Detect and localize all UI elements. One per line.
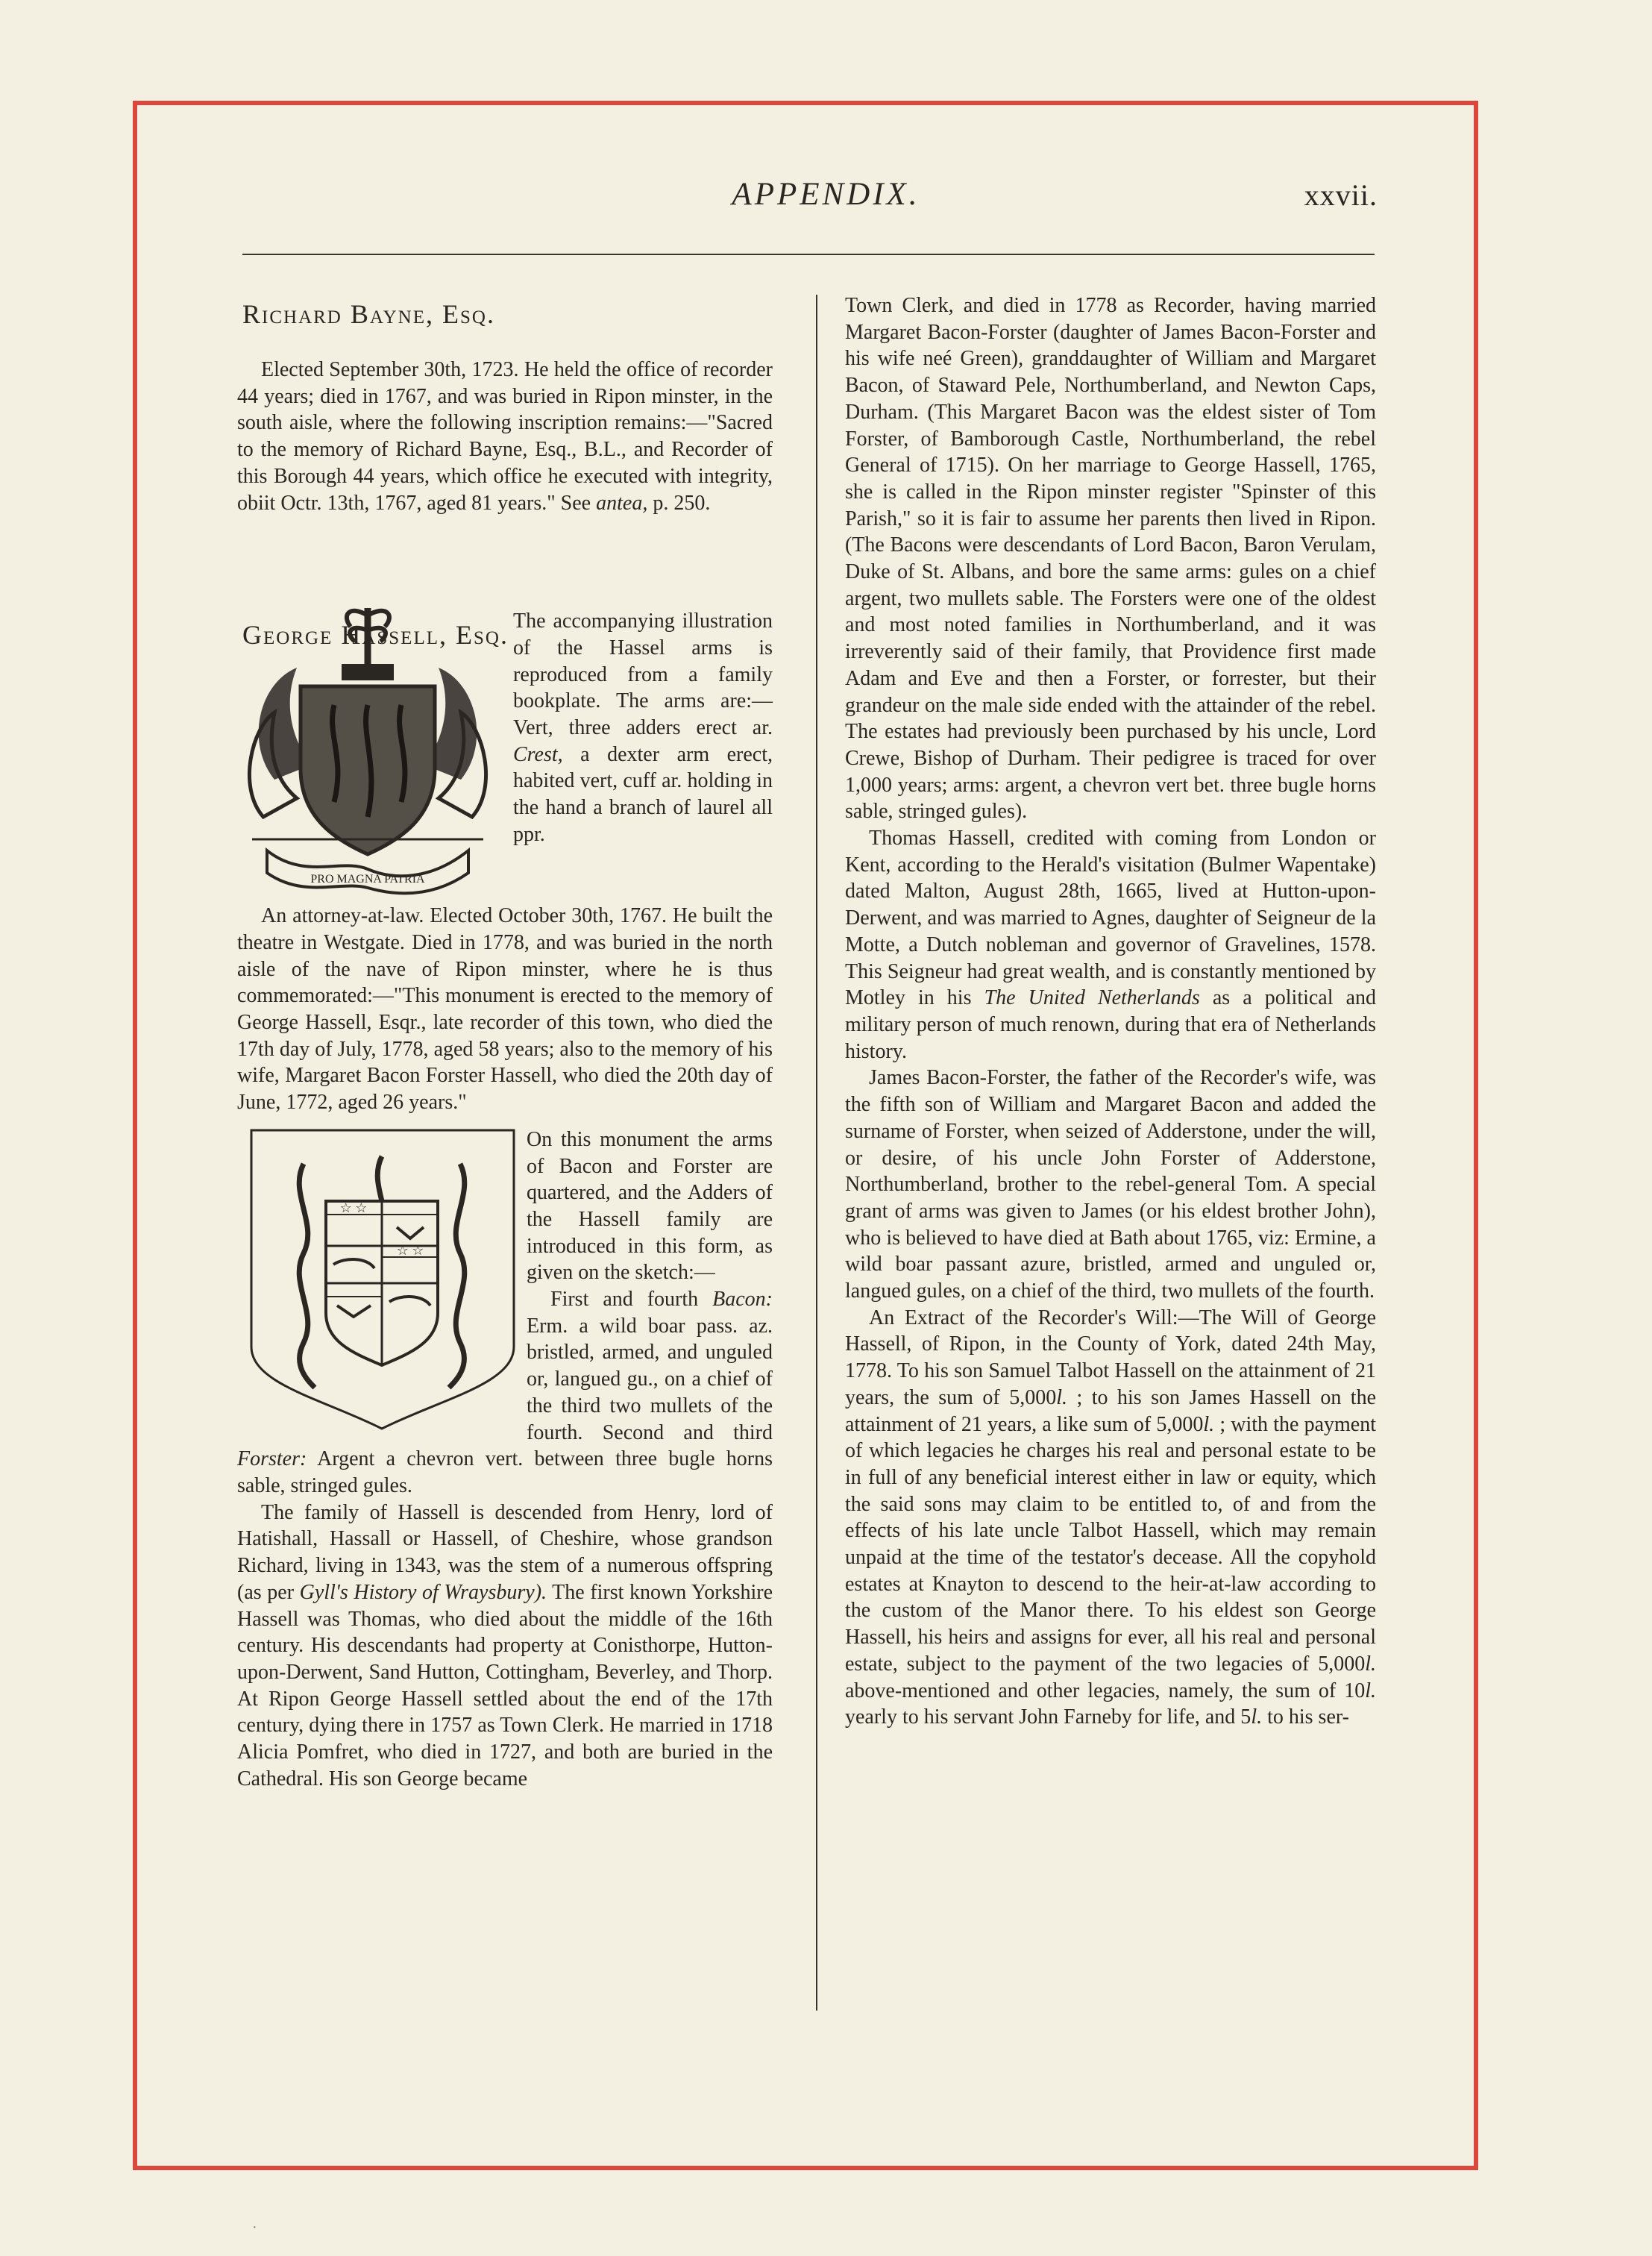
paragraph-quarters: First and fourth Bacon: Erm. a wild boar pass. az. bristled, armed, and unguled or, langued gu., on a chief of the third two mullets of the fourth. Second and third Forster: Argent a chevron vert. between three bugle horns sable, stringed gules. <box>237 1288 773 1497</box>
section-heading-hassell: George Hassell, Esq. <box>242 620 509 650</box>
paragraph-marriage: Town Clerk, and died in 1778 as Recorder, having married Margaret Bacon-Forster (daughter of James Bacon-Forster and his wife neé Green), granddaughter of William and Margaret Bacon, of Staward Pele, Northumberland, and Newton Caps, Durham. (This Margaret Bacon was the eldest sister of Tom Forster, of Bamborough Castle, Northumberland, the rebel General of 1715). On her marriage to George Hassell, 1765, she is called in the Ripon minster register "Spinster of this Parish," so it is fair to assume her parents then lived in Ripon. (The Bacons were descendants of Lord Bacon, Baron Verulam, Duke of St. Albans, and bore the same arms: gules on a chief argent, two mullets sable. The Forsters were one of the oldest and most noted families in Northumberland, and it was irreverently said of their family, that Providence first made Adam and Eve and then a Forster, or forrester, but their grandeur on the male side ended with the attainder of the rebel. The estates had previously been purchased by his uncle, Lord Crewe, Bishop of Durham. Their pedigree is traced for over 1,000 years; arms: argent, a chevron vert bet. three bugle horns sable, stringed gules). <box>845 294 1376 824</box>
stray-mark: · <box>252 2219 257 2236</box>
right-column <box>845 292 1376 1731</box>
paragraph-attorney: An attorney-at-law. Elected October 30th, 1767. He built the theatre in Westgate. Died in 1778, and was buried in the north aisle of the nave of Ripon minster, where he is thus commemorated:—"This monument is erected to the memory of George Hassell, Esqr., late recorder of this town, who died the 17th day of July, 1778, aged 58 years; also to the memory of his wife, Margaret Bacon Forster Hassell, who died the 20th day of June, 1772, aged 26 years." <box>237 904 773 1115</box>
paragraph-will-extract: An Extract of the Recorder's Will:—The Will of George Hassell, of Ripon, in the County of York, dated 24th May, 1778. To his son Samuel Talbot Hassell on the attainment of 21 years, the sum of 5,000l. ; to his son James Hassell on the attainment of 21 years, a like sum of 5,000l. ; with the payment of which legacies he charges his real and personal estate to be in full of any beneficial interest either in law or equity, which the said sons may claim to be entitled to, of and from the effects of his late uncle Talbot Hassell, which may remain unpaid at the time of the testator's decease. All the copyhold estates at Knayton to descend to the heir-at-law according to the custom of the Manor there. To his eldest son George Hassell, his heirs and assigns for ever, all his real and personal estate, subject to the payment of the two legacies of 5,000l. above-mentioned and other legacies, namely, the sum of 10l. yearly to his servant John Farneby for life, and 5l. to his ser- <box>845 1306 1377 1729</box>
paragraph-bayne: Elected September 30th, 1723. He held the office of recorder 44 years; died in 1767, and was buried in Ripon minster, in the south aisle, where the following inscription remains:—"Sacred to the memory of Richard Bayne, Esq., B.L., and Recorder of this Borough 44 years, which office he executed with integrity, obiit Octr. 13th, 1767, aged 81 years." See antea, p. 250. <box>237 358 773 515</box>
monument-shield-illustration <box>248 1127 518 1436</box>
column-divider <box>816 295 817 2011</box>
paragraph-thomas-hassell: Thomas Hassell, credited with coming from London or Kent, according to the Herald's visitation (Bulmer Wapentake) dated Malton, August 28th, 1665, lived at Hutton-upon-Derwent, and was married to Agnes, daughter of Seigneur de la Motte, a Dutch nobleman and governor of Gravelines, 1578. This Seigneur had great wealth, and is constantly mentioned by Motley in his The United Netherlands as a political and military person of much renown, during that era of Netherlands history. <box>845 827 1377 1063</box>
paragraph-monument-arms: On this monument the arms of Bacon and Forster are quartered, and the Adders of the Hassell family are introduced in this form, as given on the sketch:— <box>527 1127 773 1285</box>
section-heading-bayne: Richard Bayne, Esq. <box>242 299 495 329</box>
crest-motto: PRO MAGNA PATRIA <box>310 873 425 886</box>
paragraph-family: The family of Hassell is descended from Henry, lord of Hatishall, Hassall or Hassell, of Cheshire, whose grandson Richard, living in 1343, was the stem of a numerous offspring (as per Gyll's History of Wraysbury). The first known Yorkshire Hassell was Thomas, who died about the middle of the 16th century. His descendants had property at Conisthorpe, Hutton-upon-Derwent, Sand Hutton, Cottingham, Beverley, and Thorp. At Ripon George Hassell settled about the end of the 17th century, dying there in 1757 as Town Clerk. He married in 1718 Alicia Pomfret, who died in 1727, and both are buried in the Cathedral. His son George became <box>237 1500 773 1790</box>
quartered-shield-icon <box>248 1127 518 1436</box>
svg-text:☆ ☆: ☆ ☆ <box>396 1242 424 1258</box>
crest-illustration <box>222 593 513 903</box>
page-number: xxvii. <box>1304 178 1378 212</box>
hassell-crest-icon <box>222 593 513 903</box>
left-column <box>237 357 773 1792</box>
page-title: APPENDIX. <box>732 177 920 212</box>
svg-text:☆ ☆: ☆ ☆ <box>339 1200 368 1215</box>
paragraph-james-bacon-forster: James Bacon-Forster, the father of the Recorder's wife, was the fifth son of William and Margaret Bacon and added the surname of Forster, when seized of Adderstone, under the will, or desire, of his uncle John Forster of Adderstone, Northumberland, brother to the rebel-general Tom. A special grant of arms was given to James (or his eldest brother John), who is believed to have died at Bath about 1765, viz: Ermine, a wild boar passant azure, bristled, armed and unguled or, langued gules, on a chief of the third, two mullets of the fourth. <box>845 1066 1376 1303</box>
header-rule <box>242 254 1375 255</box>
paragraph-crest-description: The accompanying illustration of the Hassel arms is reproduced from a family bookplate. The arms are:—Vert, three adders erect ar. Crest, a dexter arm erect, habited vert, cuff ar. holding in the hand a branch of laurel all ppr. <box>513 610 773 846</box>
